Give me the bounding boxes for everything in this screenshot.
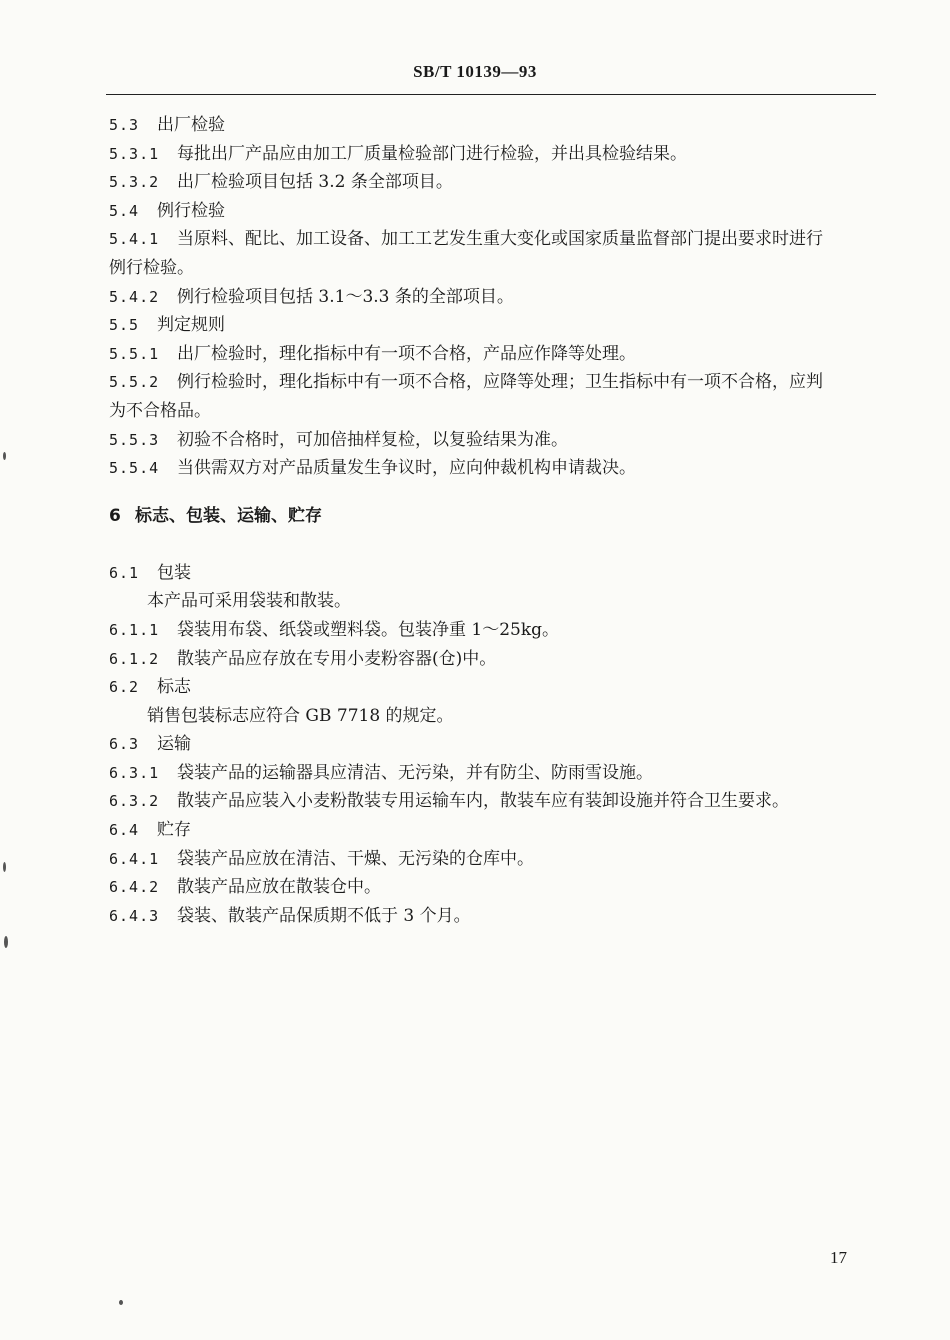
section-5-5-3 — [109, 426, 879, 455]
section-heading: 例行检验 — [157, 200, 225, 221]
section-5-4 — [109, 197, 879, 226]
section-text: 袋装产品的运输器具应清洁、无污染，并有防尘、防雨雪设施。 — [177, 762, 653, 783]
section-5-5-1 — [109, 340, 879, 369]
section-number: 6.3 — [109, 735, 140, 754]
section-number: 5.3.1 — [109, 144, 160, 163]
section-text: 当原料、配比、加工设备、加工工艺发生重大变化或国家质量监督部门提出要求时进行 — [177, 229, 823, 250]
document-body — [109, 111, 879, 930]
header-rule — [106, 94, 876, 95]
scan-speck — [3, 452, 6, 460]
section-number: 5.4 — [109, 201, 140, 220]
section-text: 袋装用布袋、纸袋或塑料袋。包装净重 1～25kg。 — [177, 619, 560, 640]
chapter-title: 标志、包装、运输、贮存 — [135, 505, 322, 526]
section-text: 散装产品应放在散装仓中。 — [177, 877, 381, 898]
section-text: 每批出厂产品应由加工厂质量检验部门进行检验，并出具检验结果。 — [177, 143, 687, 164]
section-5-5-4 — [109, 454, 879, 483]
section-number: 6.3.2 — [109, 792, 160, 811]
section-5-4-1 — [109, 225, 879, 254]
standard-code-header: SB/T 10139—93 — [413, 62, 537, 81]
section-text: 出厂检验时，理化指标中有一项不合格，产品应作降等处理。 — [177, 343, 636, 364]
section-5-3 — [109, 111, 879, 140]
section-5-3-1 — [109, 140, 879, 169]
section-number: 6.1.2 — [109, 649, 160, 668]
section-heading: 运输 — [157, 734, 191, 755]
section-6-2-body — [109, 702, 879, 731]
section-number: 5.4.2 — [109, 287, 160, 306]
section-6-3-1 — [109, 759, 879, 788]
section-6-1-body — [109, 587, 879, 616]
section-6-4-2 — [109, 873, 879, 902]
section-6-1-2 — [109, 645, 879, 674]
section-number: 6.1 — [109, 563, 140, 582]
section-6-4-3 — [109, 902, 879, 931]
section-5-5 — [109, 311, 879, 340]
section-number: 6.4.3 — [109, 906, 160, 925]
section-number: 6.4.2 — [109, 878, 160, 897]
page-number: 17 — [830, 1248, 847, 1267]
chapter-6-heading — [109, 501, 879, 531]
section-number: 6.4.1 — [109, 849, 160, 868]
section-5-3-2 — [109, 168, 879, 197]
section-heading: 标志 — [157, 677, 191, 698]
scan-speck — [4, 936, 8, 948]
section-text: 袋装、散装产品保质期不低于 3 个月。 — [177, 905, 471, 926]
section-heading: 贮存 — [157, 820, 191, 841]
section-6-4-1 — [109, 845, 879, 874]
section-heading: 判定规则 — [157, 315, 225, 336]
section-text: 散装产品应存放在专用小麦粉容器(仓)中。 — [177, 648, 497, 669]
section-5-4-1-continued — [109, 254, 879, 283]
section-heading: 出厂检验 — [157, 115, 225, 135]
section-number: 5.5.2 — [109, 373, 160, 392]
section-5-5-2 — [109, 368, 879, 397]
chapter-number: 6 — [109, 505, 121, 526]
section-number: 5.5.3 — [109, 430, 160, 449]
section-6-3-2 — [109, 787, 879, 816]
section-text: 袋装产品应放在清洁、干燥、无污染的仓库中。 — [177, 848, 534, 869]
section-text: 例行检验时，理化指标中有一项不合格，应降等处理；卫生指标中有一项不合格，应判 — [177, 372, 823, 393]
section-5-4-2 — [109, 283, 879, 312]
section-text: 当供需双方对产品质量发生争议时，应向仲裁机构申请裁决。 — [177, 458, 636, 479]
section-text: 初验不合格时，可加倍抽样复检，以复验结果为准。 — [177, 429, 568, 450]
section-number: 5.5.1 — [109, 344, 160, 363]
section-6-2 — [109, 673, 879, 702]
section-number: 6.4 — [109, 821, 140, 840]
section-6-1 — [109, 559, 879, 588]
section-text: 出厂检验项目包括 3.2 条全部项目。 — [177, 172, 453, 193]
section-text: 散装产品应装入小麦粉散装专用运输车内，散装车应有装卸设施并符合卫生要求。 — [177, 791, 789, 812]
section-body-text: 本产品可采用袋装和散装。 — [147, 591, 351, 612]
section-6-1-1 — [109, 616, 879, 645]
section-number: 5.5.4 — [109, 459, 160, 478]
section-number: 5.3.2 — [109, 173, 160, 192]
section-text-continued: 为不合格品。 — [109, 400, 211, 421]
section-number: 5.5 — [109, 316, 140, 335]
scan-speck — [119, 1300, 123, 1305]
section-heading: 包装 — [157, 562, 191, 583]
section-6-4 — [109, 816, 879, 845]
section-6-3 — [109, 730, 879, 759]
section-number: 6.1.1 — [109, 620, 160, 639]
section-body-text: 销售包装标志应符合 GB 7718 的规定。 — [147, 705, 454, 726]
section-number: 6.3.1 — [109, 763, 160, 782]
section-text: 例行检验项目包括 3.1～3.3 条的全部项目。 — [177, 286, 514, 307]
section-number: 5.3 — [109, 116, 140, 134]
section-number: 6.2 — [109, 678, 140, 697]
section-number: 5.4.1 — [109, 230, 160, 249]
section-5-5-2-continued — [109, 397, 879, 426]
scan-speck — [3, 862, 6, 872]
section-text-continued: 例行检验。 — [109, 257, 194, 278]
